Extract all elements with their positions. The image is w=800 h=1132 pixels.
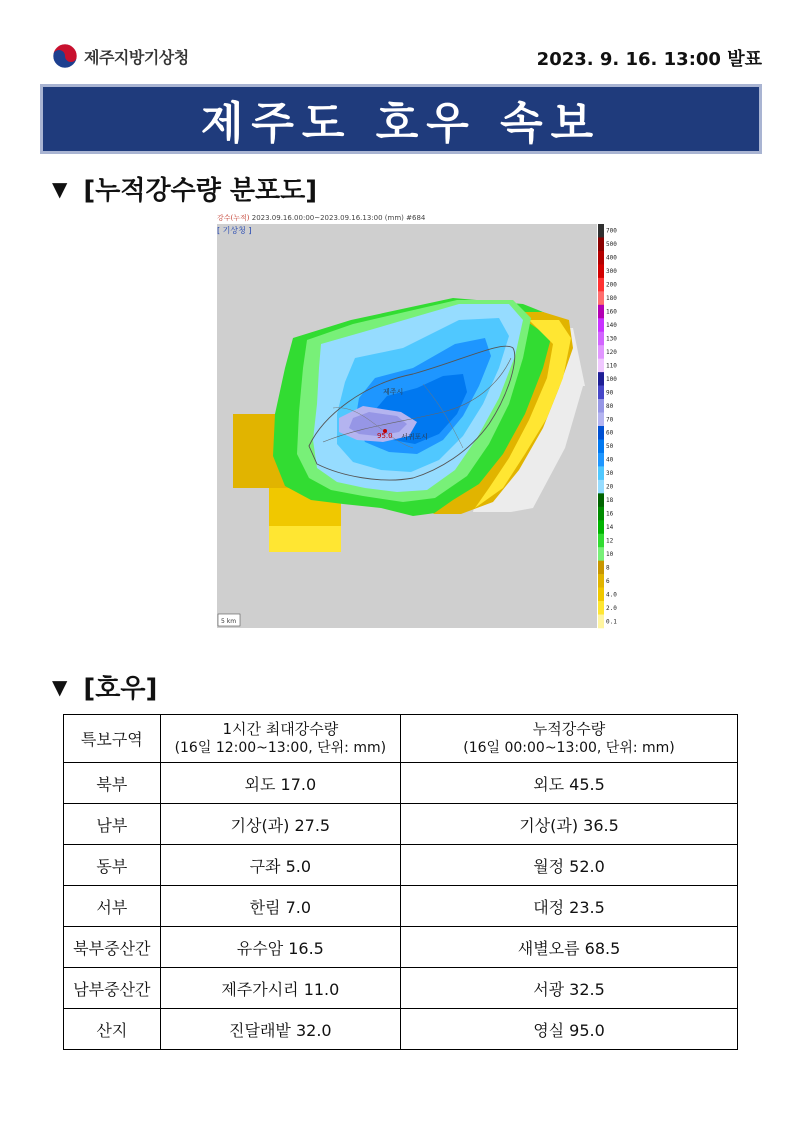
- table-row: [64, 968, 738, 1009]
- agency-logo: [52, 42, 189, 70]
- table-row: [64, 804, 738, 845]
- table-header-row: [64, 715, 738, 763]
- legend-swatch: [598, 426, 604, 440]
- legend-label: 20: [606, 483, 614, 491]
- legend-swatch: [598, 305, 604, 319]
- legend-label: 8: [606, 564, 610, 572]
- legend-swatch: [598, 493, 604, 507]
- legend-label: 120: [606, 348, 617, 356]
- legend-label: 60: [606, 429, 614, 437]
- row-max-hourly: 한림 7.0: [160, 886, 400, 927]
- legend-swatch: [598, 318, 604, 332]
- legend-label: 18: [606, 497, 614, 505]
- legend-label: 6: [606, 577, 610, 585]
- legend-swatch: [598, 520, 604, 534]
- legend-label: 300: [606, 268, 617, 276]
- header-max-hourly: [160, 715, 400, 763]
- legend-swatch: [598, 224, 604, 238]
- map-caption: [217, 213, 425, 223]
- row-cumulative: 영실 95.0: [401, 1009, 738, 1050]
- max-rainfall-label: 95.0: [377, 432, 393, 440]
- row-region: 동부: [64, 845, 161, 886]
- legend-label: 200: [606, 281, 617, 289]
- legend-swatch: [598, 359, 604, 373]
- heavy-rain-table: [63, 714, 738, 1050]
- legend-label: 70: [606, 416, 614, 424]
- row-region: 북부: [64, 763, 161, 804]
- header-max-hourly-period: (16일 12:00~13:00, 단위: mm): [174, 739, 387, 756]
- legend-swatch: [598, 601, 604, 615]
- legend-swatch: [598, 547, 604, 561]
- legend-swatch: [598, 507, 604, 521]
- header-cumulative-title: 누적강수량: [532, 719, 606, 738]
- legend-label: 12: [606, 537, 614, 545]
- legend-swatch: [598, 480, 604, 494]
- header-cumulative: [401, 715, 738, 763]
- triangle-bullet-icon: ▼: [52, 176, 68, 201]
- legend-swatch: [598, 251, 604, 265]
- document-title: 제주도 호우 속보: [200, 98, 602, 149]
- row-region: 산지: [64, 1009, 161, 1050]
- legend-label: 40: [606, 456, 614, 464]
- legend-swatch: [598, 332, 604, 346]
- row-max-hourly: 구좌 5.0: [160, 845, 400, 886]
- triangle-bullet-icon: ▼: [52, 674, 68, 699]
- row-max-hourly: 외도 17.0: [160, 763, 400, 804]
- map-caption-period: 2023.09.16.00:00~2023.09.16.13:00 (mm) #684: [251, 214, 426, 222]
- row-cumulative: 외도 45.5: [401, 763, 738, 804]
- row-max-hourly: 제주가시리 11.0: [160, 968, 400, 1009]
- row-region: 남부중산간: [64, 968, 161, 1009]
- legend-swatch: [598, 291, 604, 305]
- legend-label: 30: [606, 470, 614, 478]
- legend-swatch: [598, 561, 604, 575]
- legend-label: 0.1: [606, 618, 617, 626]
- title-banner: [40, 84, 762, 154]
- map-section-heading: [52, 170, 317, 207]
- legend-label: 700: [606, 227, 617, 235]
- legend-label: 50: [606, 443, 614, 451]
- row-max-hourly: 유수암 16.5: [160, 927, 400, 968]
- map-caption-lead: 강수(누적): [217, 214, 250, 222]
- legend-label: 500: [606, 241, 617, 249]
- taegeuk-logo-icon: [52, 43, 78, 69]
- table-row: [64, 763, 738, 804]
- row-region: 북부중산간: [64, 927, 161, 968]
- legend-label: 140: [606, 322, 617, 329]
- rainfall-distribution-map: [213, 208, 617, 632]
- legend-label: 180: [606, 295, 617, 303]
- row-cumulative: 대정 23.5: [401, 886, 738, 927]
- header-cumulative-period: (16일 00:00~13:00, 단위: mm): [463, 739, 675, 756]
- legend-swatch: [598, 439, 604, 453]
- header-max-hourly-title: 1시간 최대강수량: [222, 719, 339, 738]
- legend-label: 2.0: [606, 604, 617, 612]
- legend-swatch: [598, 466, 604, 480]
- row-cumulative: 월정 52.0: [401, 845, 738, 886]
- page-header: [0, 0, 800, 80]
- row-cumulative: 서광 32.5: [401, 968, 738, 1009]
- row-cumulative: 새별오름 68.5: [401, 927, 738, 968]
- legend-label: 160: [606, 308, 617, 316]
- header-region: 특보구역: [64, 715, 161, 763]
- legend-label: 400: [606, 254, 617, 262]
- agency-name: 제주지방기상청: [84, 47, 189, 67]
- legend-swatch: [598, 574, 604, 588]
- legend-label: 4.0: [606, 591, 617, 599]
- legend-label: 80: [606, 402, 614, 410]
- legend-swatch: [598, 399, 604, 413]
- legend-swatch: [598, 237, 604, 251]
- row-max-hourly: 기상(과) 27.5: [160, 804, 400, 845]
- row-region: 서부: [64, 886, 161, 927]
- map-agency-badge: [ 기상청 ]: [217, 226, 252, 235]
- table-row: [64, 927, 738, 968]
- rain-section-title: [호우]: [83, 674, 158, 704]
- rain-section-heading: [52, 668, 157, 705]
- legend-swatch: [598, 386, 604, 400]
- legend-swatch: [598, 453, 604, 467]
- table-row: [64, 1009, 738, 1050]
- row-region: 남부: [64, 804, 161, 845]
- legend-swatch: [598, 413, 604, 427]
- legend-swatch: [598, 264, 604, 278]
- map-section-title: [누적강수량 분포도]: [83, 176, 318, 206]
- table-row: [64, 886, 738, 927]
- legend-label: 10: [606, 550, 614, 558]
- table-row: [64, 845, 738, 886]
- legend-label: 100: [606, 375, 617, 383]
- rainfall-map-graphic: [213, 208, 617, 632]
- legend-label: 130: [606, 335, 617, 343]
- legend-swatch: [598, 588, 604, 602]
- legend-swatch: [598, 278, 604, 292]
- map-scale-label: 5 km: [221, 618, 237, 625]
- legend-swatch: [598, 372, 604, 386]
- legend-label: 90: [606, 389, 614, 397]
- row-cumulative: 기상(과) 36.5: [401, 804, 738, 845]
- legend-label: 110: [606, 362, 617, 370]
- legend-label: 14: [606, 524, 614, 531]
- release-time: 2023. 9. 16. 13:00 발표: [536, 49, 762, 70]
- legend-swatch: [598, 615, 604, 629]
- row-max-hourly: 진달래밭 32.0: [160, 1009, 400, 1050]
- legend-label: 16: [606, 510, 614, 518]
- legend-swatch: [598, 534, 604, 548]
- place-label-seogwipo: 서귀포시: [401, 433, 429, 441]
- legend-swatch: [598, 345, 604, 359]
- place-label-jeju: 제주시: [383, 388, 404, 396]
